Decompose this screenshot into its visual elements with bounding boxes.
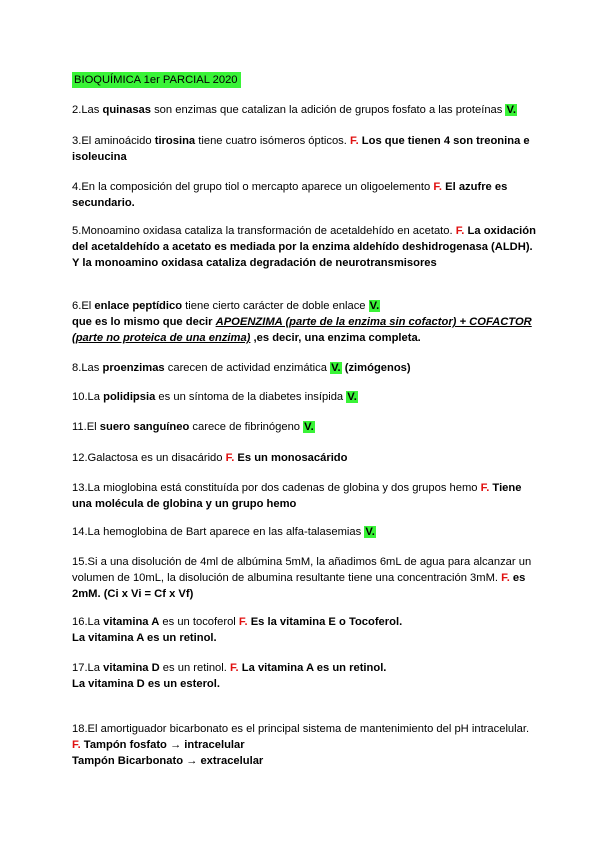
question-3: 3.El aminoácido tirosina tiene cuatro isómeros ópticos. F. Los que tienen 4 son treonina e isoleucina (72, 135, 530, 163)
false-mark: F. (455, 225, 465, 237)
true-mark: V. (506, 104, 517, 116)
question-17: 17.La vitamina D es un retinol. F. La vitamina A es un retinol. La vitamina D es un esterol. (72, 662, 387, 690)
true-mark: V. (304, 421, 314, 433)
true-mark: V. (369, 300, 380, 312)
document-title: BIOQUÍMICA 1er PARCIAL 2020 (72, 72, 241, 88)
false-mark: F. (229, 662, 239, 674)
question-16: 16.La vitamina A es un tocoferol F. Es la vitamina E o Tocoferol. La vitamina A es un retinol. (72, 616, 403, 644)
true-mark: V. (365, 526, 375, 538)
question-11: 11.El suero sanguíneo carece de fibrinógeno V. (72, 421, 314, 433)
true-mark: V. (331, 362, 341, 374)
question-18: 18.El amortiguador bicarbonato es el principal sistema de mantenimiento del pH intracelular. F. Tampón fosfato → intracelular Tampón Bicarbonato → extracelular (72, 723, 530, 767)
false-mark: F. (72, 739, 81, 751)
question-10: 10.La polidipsia es un síntoma de la diabetes insípida V. (72, 391, 357, 403)
question-15: 15.Si a una disolución de 4ml de albúmina 5mM, la añadimos 6mL de agua para alcanzar un volumen de 10mL, la disolución de albumina resultante tiene una concentración 3mM. F. es 2mM. (Ci x Vi = Cf x Vf) (72, 556, 532, 600)
question-6: 6.El enlace peptídico tiene cierto carácter de doble enlace V. que es lo mismo que decir APOENZIMA (parte de la enzima sin cofactor) + COFACTOR (parte no proteica de una enzima) ,es decir, una enzima completa. (72, 300, 532, 344)
question-5: 5.Monoamino oxidasa cataliza la transformación de acetaldehído en acetato. F. La oxidación del acetaldehído a acetato es mediada por la enzima aldehído deshidrogenasa (ALDH). Y la monoamino oxidasa cataliza degradación de neurotransmisores (72, 225, 536, 269)
false-mark: F. (480, 482, 490, 494)
question-14: 14.La hemoglobina de Bart aparece en las alfa-talasemias V. (72, 526, 375, 538)
false-mark: F. (349, 135, 359, 147)
true-mark: V. (347, 391, 357, 403)
false-mark: F. (501, 572, 510, 584)
false-mark: F. (433, 181, 443, 193)
false-mark: F. (225, 452, 235, 464)
question-12: 12.Galactosa es un disacárido F. Es un monosacárido (72, 452, 348, 464)
question-2: 2.Las quinasas son enzimas que catalizan la adición de grupos fosfato a las proteínas V. (72, 104, 517, 116)
question-13: 13.La mioglobina está constituída por dos cadenas de globina y dos grupos hemo F. Tiene una molécula de globina y un grupo hemo (72, 482, 522, 510)
question-8: 8.Las proenzimas carecen de actividad enzimática V. (zimógenos) (72, 362, 411, 374)
false-mark: F. (238, 616, 248, 628)
question-4: 4.En la composición del grupo tiol o mercapto aparece un oligoelemento F. El azufre es secundario. (72, 181, 508, 209)
